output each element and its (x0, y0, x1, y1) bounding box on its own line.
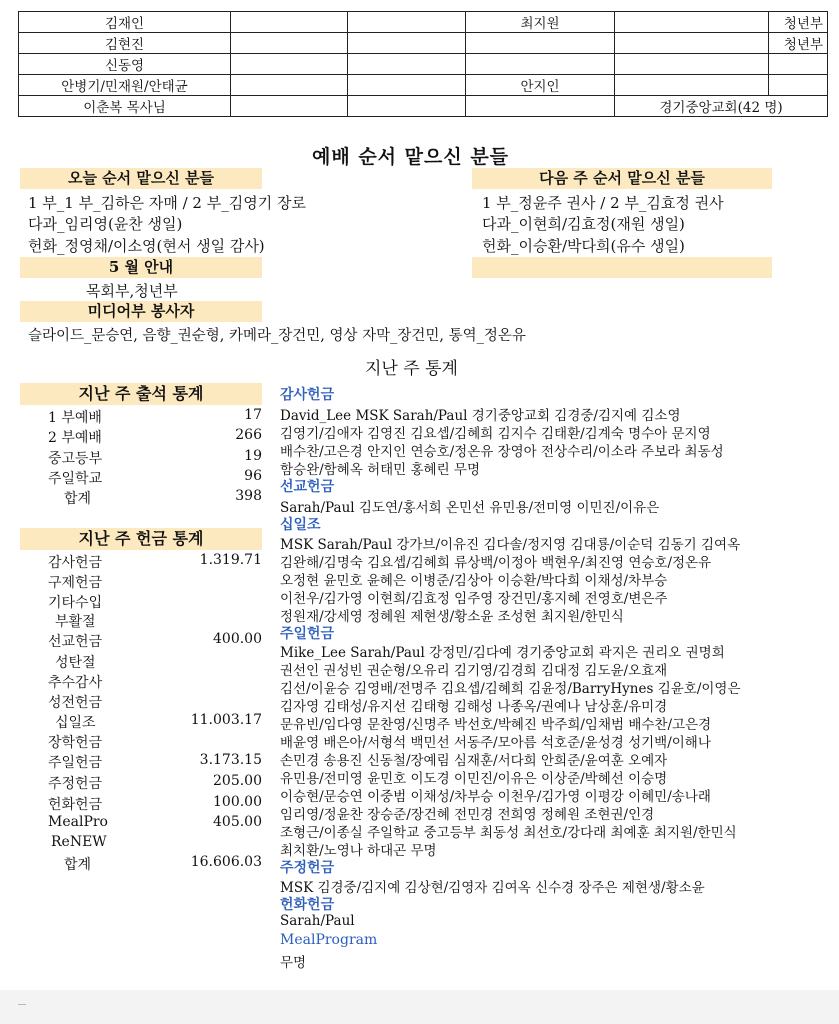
stat-label: 헌화헌금 (48, 797, 103, 813)
roster-table (18, 11, 828, 117)
today-line: 1 부_1 부_김하은 자매 / 2 부_김영기 장로 (28, 194, 306, 212)
juj-title: 주정헌금 (280, 860, 335, 876)
offering-header: 지난 주 헌금 통계 (20, 528, 262, 550)
name-line: 배수찬/고은경 안지인 연승호/정온유 장영아 전상수리/이소라 주보라 최동성 (280, 444, 724, 460)
table-cell: 안지인 (466, 75, 615, 96)
stat-label: 기타수입 (48, 595, 103, 611)
today-line: 헌화_정영채/이소영(현서 생일 감사) (28, 237, 265, 255)
stat-label: 2 부예배 (48, 430, 102, 446)
table-cell (769, 54, 828, 75)
stat-label: 중고등부 (48, 451, 103, 467)
table-cell (348, 75, 466, 96)
stat-value: 205.00 (213, 773, 262, 789)
stat-value: 1.319.71 (199, 552, 262, 568)
name-line: 김완해/김명숙 김요셉/김혜희 류상백/이정아 백현우/최진영 연승호/정온유 (280, 555, 712, 571)
stat-value: 100.00 (213, 794, 262, 810)
name-line: Mike_Lee Sarah/Paul 강정민/김다예 경기중앙교회 곽지은 권리오 권명희 (280, 645, 725, 661)
stat-label: 성전헌금 (48, 695, 103, 711)
today-header: 오늘 순서 맡으신 분들 (20, 168, 262, 189)
table-cell: 경기중앙교회(42 명) (615, 96, 828, 117)
stat-label: 십일조 (55, 715, 96, 731)
stat-value: 398 (235, 488, 262, 504)
stat-label: 부활절 (55, 614, 96, 630)
table-cell: 김현진 (19, 33, 231, 54)
stat-label: 주일학교 (48, 471, 103, 487)
mission-title: 선교헌금 (280, 479, 335, 495)
sunday-title: 주일헌금 (280, 626, 335, 642)
name-line: 조형근/이종실 주일학교 중고등부 최동성 최선호/강다래 최예훈 최지원/한민식 (280, 825, 737, 841)
name-line: MSK 김경중/김지예 김상현/김영자 김여옥 신수경 장주은 제현생/황소윤 (280, 880, 705, 896)
stat-label: ReNEW (51, 834, 107, 850)
table-cell (615, 54, 769, 75)
footer-mark (18, 1004, 26, 1005)
table-cell (615, 33, 769, 54)
table-cell (231, 12, 348, 33)
name-line: 권선인 권성빈 권순형/오유리 김기영/김경희 김대정 김도윤/오효재 (280, 663, 668, 679)
stat-label: 주일헌금 (48, 755, 103, 771)
name-line: 유민용/전미영 윤민호 이도경 이민진/이유은 이상준/박혜선 이승명 (280, 771, 668, 787)
name-line: 손민경 송용진 신동철/장예림 심재훈/서다희 안희준/윤여훈 오예자 (280, 753, 668, 769)
table-cell: 안병기/민재원/안태균 (19, 75, 231, 96)
page-footer-band (0, 990, 839, 1024)
name-line: 정원재/강세영 정혜원 제현생/황소윤 조성현 최지원/한민식 (280, 609, 624, 625)
table-cell: 신동영 (19, 54, 231, 75)
stat-label: 성탄절 (55, 655, 96, 671)
attendance-header: 지난 주 출석 통계 (20, 383, 262, 405)
stat-label: 추수감사 (48, 675, 103, 691)
table-cell (466, 33, 615, 54)
meal-title: MealProgram (280, 932, 378, 948)
stat-value: 96 (244, 468, 262, 484)
name-line: 김선/이윤승 김영배/전명주 김요셉/김혜희 김윤정/BarryHynes 김윤호/이영은 (280, 681, 741, 697)
today-line: 다과_임리영(윤찬 생일) (28, 215, 183, 233)
table-row (19, 96, 828, 117)
may-text: 목회부,청년부 (86, 282, 178, 300)
table-cell: 이춘복 목사님 (19, 96, 231, 117)
name-line: 오정현 윤민호 윤혜은 이병준/김상아 이승환/박다희 이채성/차부승 (280, 573, 668, 589)
table-cell (348, 96, 466, 117)
media-text: 슬라이드_문승연, 음향_권순형, 카메라_장건민, 영상 자막_장건민, 통역_정온유 (28, 328, 526, 344)
name-line: 문유빈/임다영 문찬영/신명주 박선호/박혜진 박주희/임채범 배수찬/고은경 (280, 717, 712, 733)
tithe-title: 십일조 (280, 517, 321, 533)
table-cell: 청년부 (769, 12, 828, 33)
table-cell (769, 75, 828, 96)
stat-label: 감사헌금 (48, 555, 103, 571)
stat-value: 16.606.03 (190, 854, 262, 870)
stat-value: 3.173.15 (199, 752, 262, 768)
name-line: 김영기/김애자 김영진 김요셉/김혜희 김지수 김태환/김계숙 명수아 문지영 (280, 426, 711, 442)
may-header: 5 월 안내 (20, 257, 262, 278)
next-header: 다음 주 순서 맡으신 분들 (472, 168, 772, 189)
last-week-title: 지난 주 통계 (365, 359, 458, 379)
table-cell (466, 54, 615, 75)
name-line: 배윤영 배은아/서형석 백민선 서동주/모아름 석호준/윤성경 성기백/이해나 (280, 735, 711, 751)
stat-label: MealPro (48, 814, 108, 830)
name-line: 함승완/함혜옥 허태민 홍혜린 무명 (280, 462, 480, 478)
media-header: 미디어부 봉사자 (20, 301, 262, 322)
name-line: 무명 (280, 955, 307, 971)
table-cell (231, 33, 348, 54)
stat-label: 1 부예배 (48, 410, 102, 426)
table-cell: 김재인 (19, 12, 231, 33)
name-line: 이승현/문승연 이중범 이채성/차부승 이천우/김가영 이평강 이혜민/송나래 (280, 789, 711, 805)
table-cell (615, 12, 769, 33)
name-line: 임리영/정윤찬 장승준/장건혜 전민경 전희영 정혜원 조현권/인경 (280, 807, 655, 823)
stat-value: 266 (235, 427, 262, 443)
stat-value: 17 (244, 407, 262, 423)
table-row (19, 54, 828, 75)
next-empty-bar (472, 257, 772, 278)
table-cell: 청년부 (769, 33, 828, 54)
next-line: 1 부_정윤주 권사 / 2 부_김효정 권사 (482, 194, 724, 212)
table-cell (615, 75, 769, 96)
name-line: 최치환/노영나 하대곤 무명 (280, 843, 437, 859)
stat-label: 선교헌금 (48, 634, 103, 650)
table-cell (231, 54, 348, 75)
table-cell (348, 54, 466, 75)
worship-title: 예배 순서 맡으신 분들 (312, 146, 510, 168)
stat-label: 합계 (64, 857, 92, 873)
table-row (19, 33, 828, 54)
next-line: 헌화_이승환/박다희(유수 생일) (482, 237, 685, 255)
gratitude-title: 감사헌금 (280, 387, 335, 403)
stat-value: 11.003.17 (190, 712, 262, 728)
table-cell: 최지원 (466, 12, 615, 33)
stat-label: 장학헌금 (48, 735, 103, 751)
name-line: 김자영 김태성/유지선 김태형 김해성 나종옥/권예나 남상훈/유미경 (280, 699, 668, 715)
stat-label: 합계 (64, 491, 92, 507)
name-line: Sarah/Paul (280, 913, 355, 929)
table-cell (348, 12, 466, 33)
stat-label: 구제헌금 (48, 575, 103, 591)
stat-value: 400.00 (213, 631, 262, 647)
table-row (19, 75, 828, 96)
name-line: Sarah/Paul 김도연/홍서희 온민선 유민용/전미영 이민진/이유은 (280, 500, 660, 516)
table-cell (231, 96, 348, 117)
table-cell (348, 33, 466, 54)
name-line: 이천우/김가영 이현희/김효정 임주영 장건민/홍지혜 전영호/변은주 (280, 591, 668, 607)
name-line: MSK Sarah/Paul 강가브/이유진 김다솔/정지영 김대룡/이순덕 김동기 김여옥 (280, 537, 741, 553)
table-cell (466, 96, 615, 117)
name-line: David_Lee MSK Sarah/Paul 경기중앙교회 김경중/김지예 김소영 (280, 408, 681, 424)
table-row (19, 12, 828, 33)
stat-label: 주정헌금 (48, 776, 103, 792)
next-line: 다과_이현희/김효정(재원 생일) (482, 215, 685, 233)
table-cell (231, 75, 348, 96)
flower-title: 헌화헌금 (280, 897, 335, 913)
stat-value: 405.00 (213, 814, 262, 830)
stat-value: 19 (244, 448, 262, 464)
